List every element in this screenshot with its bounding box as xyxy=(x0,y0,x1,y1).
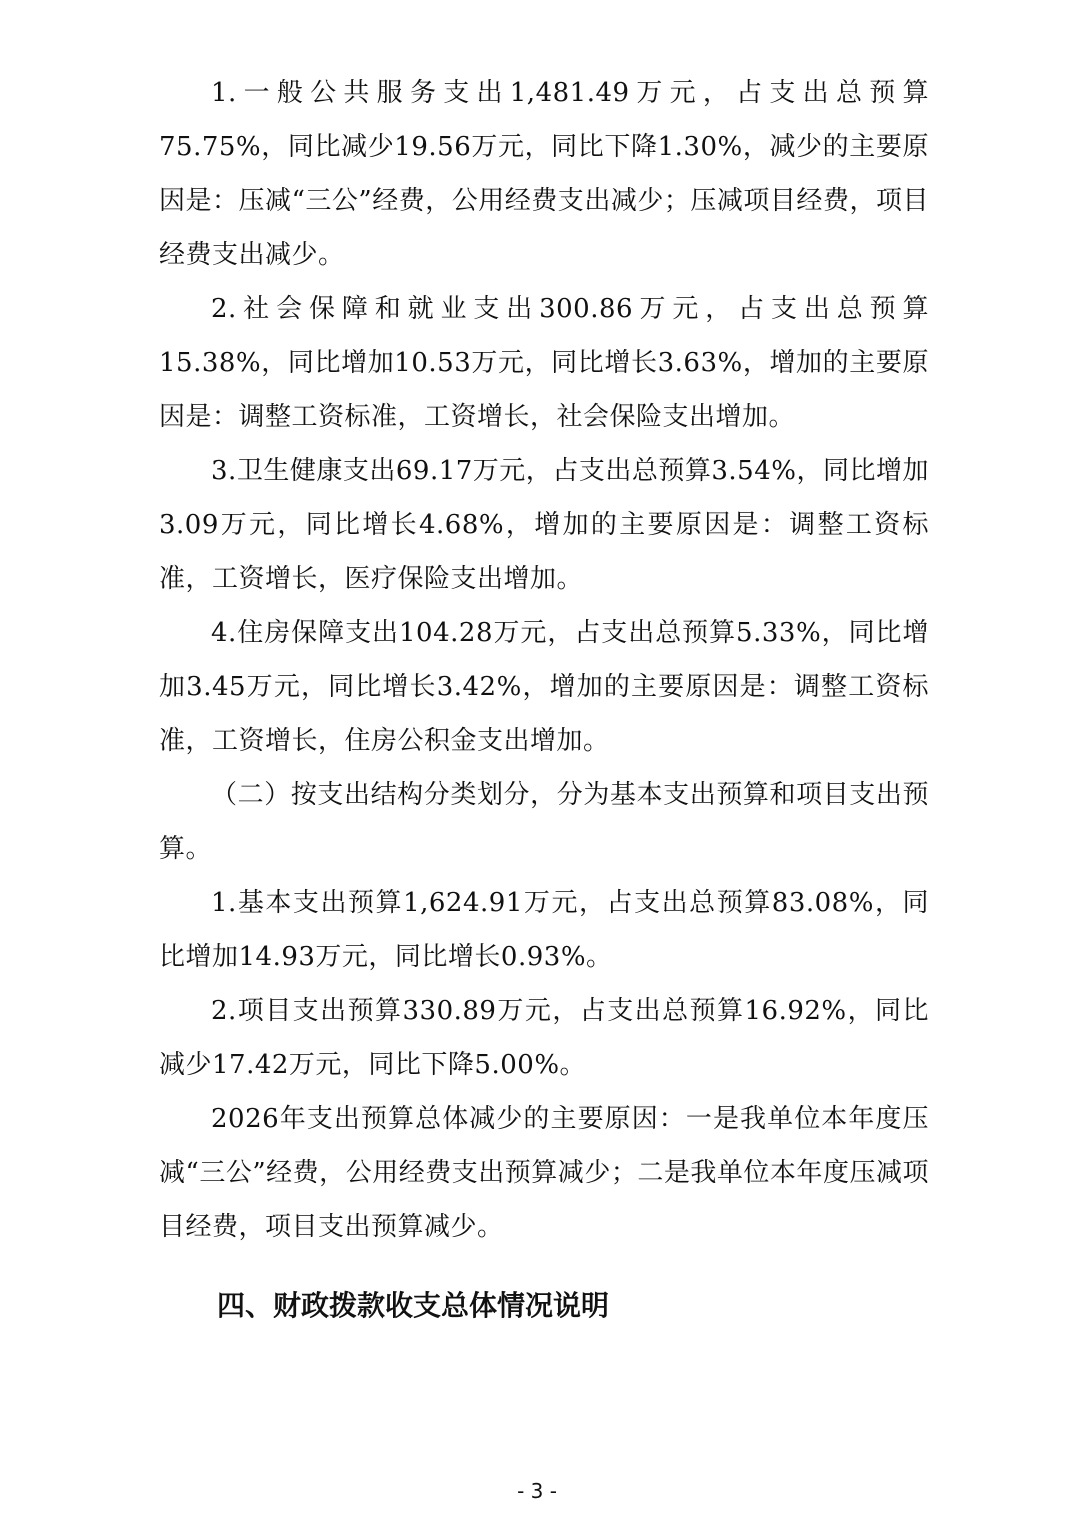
document-body xyxy=(159,66,929,1254)
paragraph-project-expenditure: 2.项目支出预算330.89万元，占支出总预算16.92%，同比减少17.42万元，同比下降5.00%。 xyxy=(159,996,929,1080)
section-heading: 四、财政拨款收支总体情况说明 xyxy=(217,1289,610,1322)
paragraph-health: 3.卫生健康支出69.17万元，占支出总预算3.54%，同比增加3.09万元，同比增长4.68%，增加的主要原因是：调整工资标准，工资增长，医疗保险支出增加。 xyxy=(159,456,929,594)
paragraph-overall-reason: 2026年支出预算总体减少的主要原因：一是我单位本年度压减“三公”经费，公用经费支出预算减少；二是我单位本年度压减项目经费，项目支出预算减少。 xyxy=(159,1104,929,1242)
paragraph-basic-expenditure: 1.基本支出预算1,624.91万元，占支出总预算83.08%，同比增加14.93万元，同比增长0.93%。 xyxy=(159,888,929,972)
paragraph-housing: 4.住房保障支出104.28万元，占支出总预算5.33%，同比增加3.45万元，同比增长3.42%，增加的主要原因是：调整工资标准，工资增长，住房公积金支出增加。 xyxy=(159,618,929,756)
paragraph-social-security: 2.社会保障和就业支出300.86万元，占支出总预算15.38%，同比增加10.53万元，同比增长3.63%，增加的主要原因是：调整工资标准，工资增长，社会保险支出增加。 xyxy=(159,294,929,432)
paragraph-general-public-services: 1.一般公共服务支出1,481.49万元，占支出总预算75.75%，同比减少19.56万元，同比下降1.30%，减少的主要原因是：压减“三公”经费，公用经费支出减少；压减项目经费，项目经费支出减少。 xyxy=(159,78,929,270)
page-number: - 3 - xyxy=(517,1479,557,1503)
paragraph-expenditure-structure: （二）按支出结构分类划分，分为基本支出预算和项目支出预算。 xyxy=(159,780,929,864)
